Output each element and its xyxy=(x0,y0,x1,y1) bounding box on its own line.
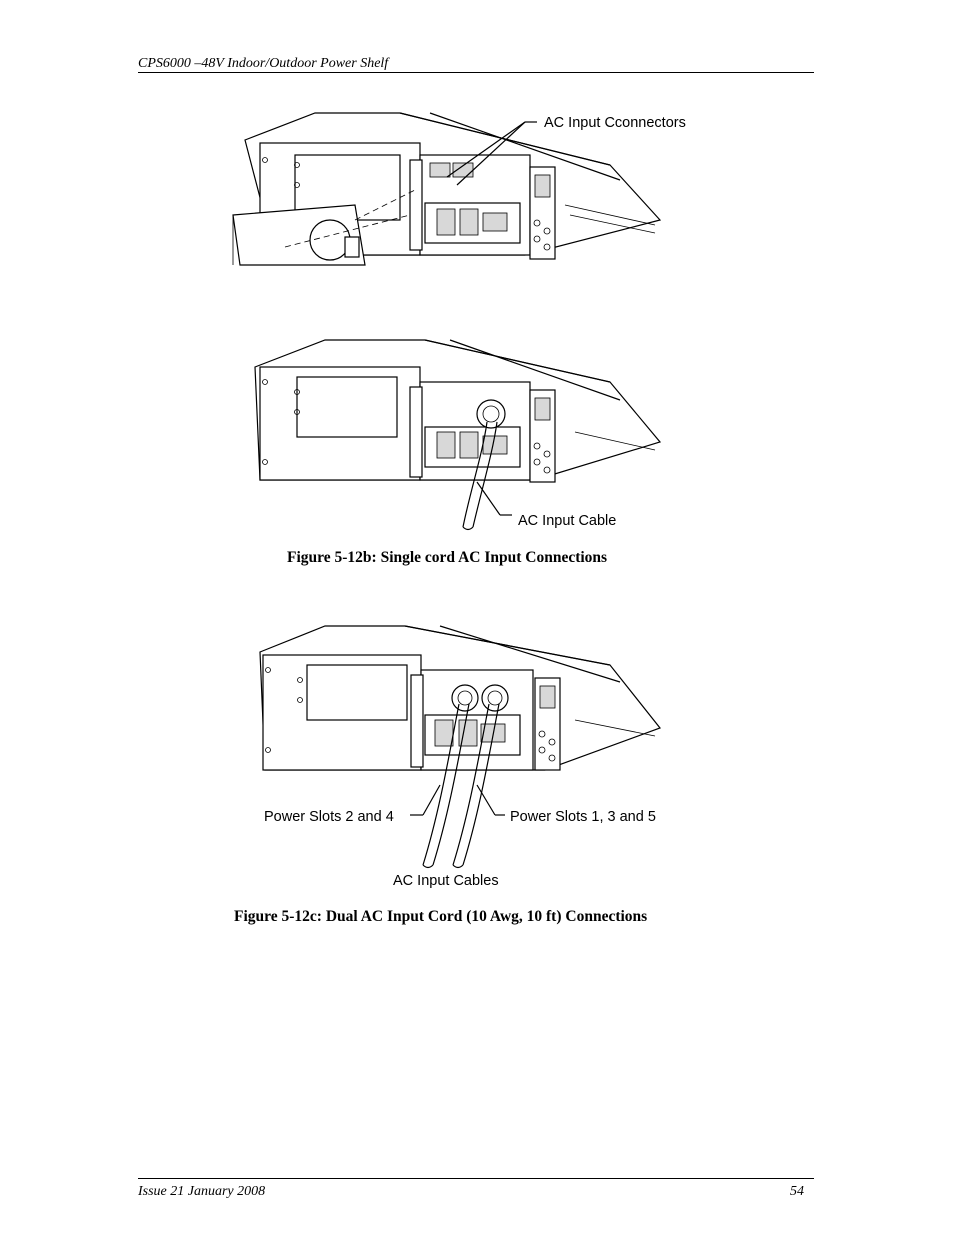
figure-single-cord-illustration xyxy=(225,332,705,534)
figure-caption-12c: Figure 5-12c: Dual AC Input Cord (10 Awg, 10 ft) Connections xyxy=(234,908,648,925)
callout-ac-input-cables: AC Input Cables xyxy=(393,873,499,889)
callout-ac-input-cable: AC Input Cable xyxy=(518,513,617,529)
footer-issue-date: Issue 21 January 2008 xyxy=(138,1184,266,1199)
callout-power-slots-2-4: Power Slots 2 and 4 xyxy=(264,809,394,825)
running-header: CPS6000 –48V Indoor/Outdoor Power Shelf xyxy=(138,56,389,71)
figure-dual-cord-illustration xyxy=(255,620,675,892)
figure-shelf-connectors-illustration xyxy=(225,105,705,275)
page-number: 54 xyxy=(790,1184,804,1199)
callout-ac-input-connectors: AC Input Cconnectors xyxy=(544,115,686,131)
footer-rule xyxy=(138,1178,814,1179)
callout-power-slots-1-3-5: Power Slots 1, 3 and 5 xyxy=(510,809,656,825)
header-rule xyxy=(138,72,814,73)
figure-caption-12b: Figure 5-12b: Single cord AC Input Connections xyxy=(287,549,608,566)
